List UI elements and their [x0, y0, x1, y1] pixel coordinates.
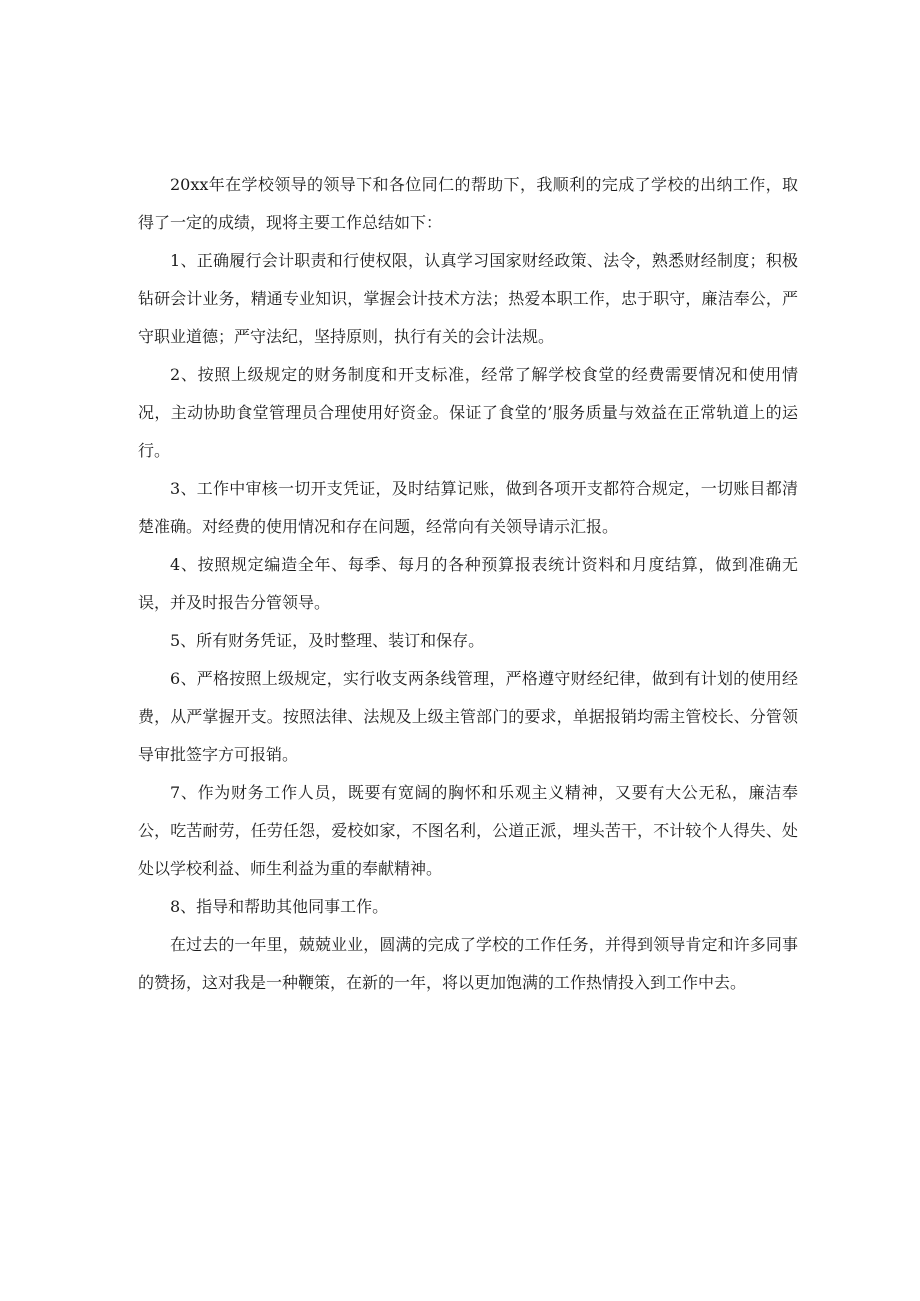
item-paragraph-3: 3、工作中审核一切开支凭证，及时结算记账，做到各项开支都符合规定，一切账目都清楚准确。对经费的使用情况和存在问题，经常向有关领导请示汇报。 [138, 479, 798, 536]
item-paragraph-7: 7、作为财务工作人员，既要有宽阔的胸怀和乐观主义精神，又要有大公无私，廉洁奉公，吃苦耐劳，任劳任怨，爱校如家，不图名利，公道正派，埋头苦干，不计较个人得失、处处以学校利益、师生利益为重的奉献精神。 [138, 783, 798, 878]
item-paragraph-5: 5、所有财务凭证，及时整理、装订和保存。 [170, 631, 485, 650]
closing-paragraph: 在过去的一年里，兢兢业业，圆满的完成了学校的工作任务，并得到领导肯定和许多同事的赞扬，这对我是一种鞭策，在新的一年，将以更加饱满的工作热情投入到工作中去。 [138, 935, 798, 992]
item-paragraph-4: 4、按照规定编造全年、每季、每月的各种预算报表统计资料和月度结算，做到准确无误，并及时报告分管领导。 [138, 555, 798, 612]
item-paragraph-2: 2、按照上级规定的财务制度和开支标准，经常了解学校食堂的经费需要情况和使用情况，主动协助食堂管理员合理使用好资金。保证了食堂的’服务质量与效益在正常轨道上的运行。 [138, 365, 798, 460]
document-body [138, 166, 798, 1002]
item-paragraph-6: 6、严格按照上级规定，实行收支两条线管理，严格遵守财经纪律，做到有计划的使用经费，从严掌握开支。按照法律、法规及上级主管部门的要求，单据报销均需主管校长、分管领导审批签字方可报销。 [138, 669, 798, 764]
item-paragraph-8: 8、指导和帮助其他同事工作。 [170, 897, 389, 916]
item-paragraph-1: 1、正确履行会计职责和行使权限，认真学习国家财经政策、法令，熟悉财经制度；积极钻研会计业务，精通专业知识，掌握会计技术方法；热爱本职工作，忠于职守，廉洁奉公，严守职业道德；严守法纪，坚持原则，执行有关的会计法规。 [138, 251, 798, 346]
intro-paragraph: 20xx年在学校领导的领导下和各位同仁的帮助下，我顺利的完成了学校的出纳工作，取得了一定的成绩，现将主要工作总结如下： [138, 175, 798, 232]
